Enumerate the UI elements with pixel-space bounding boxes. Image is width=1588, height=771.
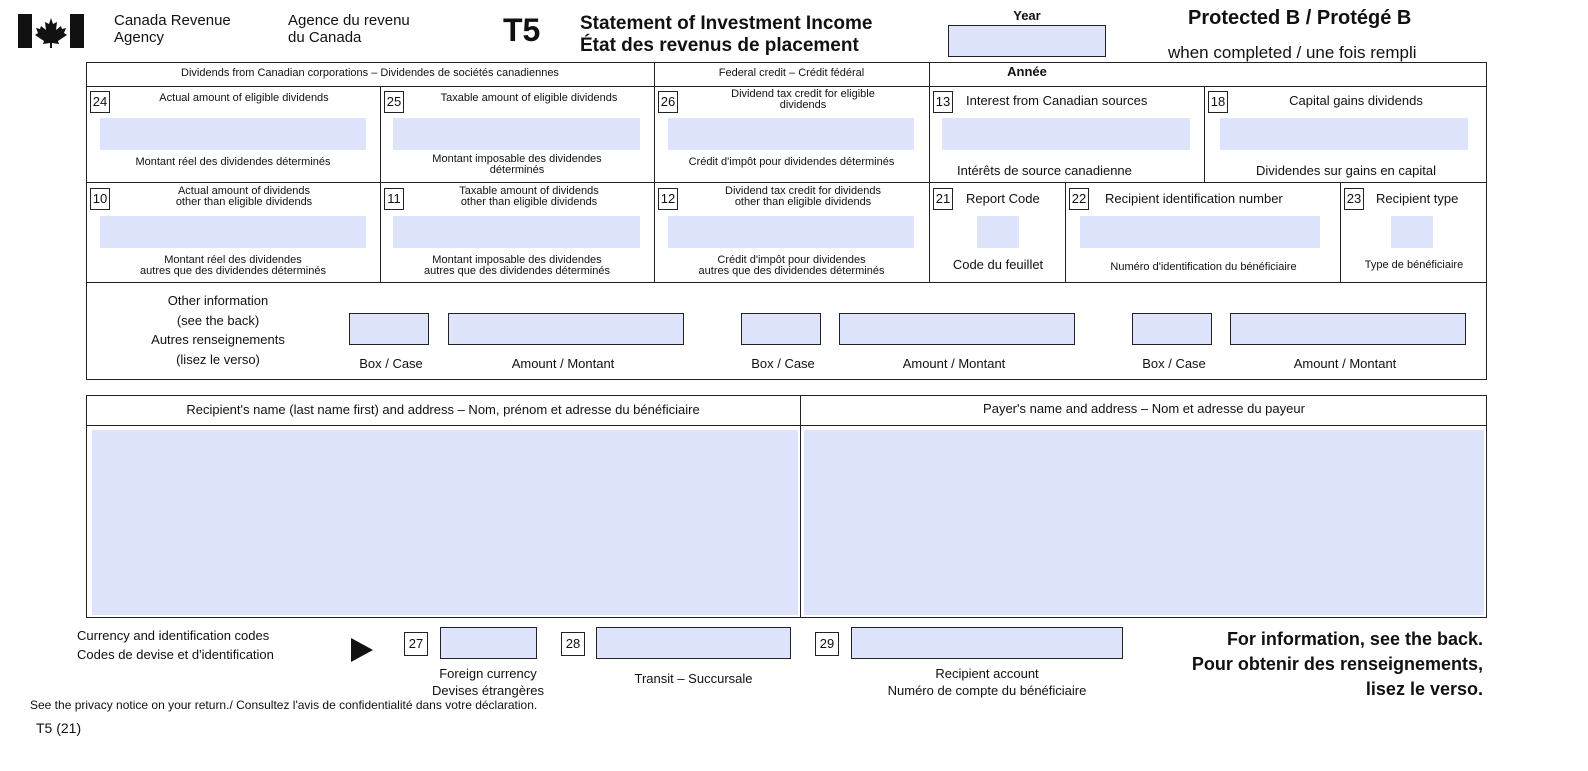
box-23-input[interactable]: [1391, 216, 1433, 248]
box-25-label-en: Taxable amount of eligible dividends: [440, 92, 618, 104]
box-13-input[interactable]: [942, 118, 1190, 150]
box-18-label-fr: Dividendes sur gains en capital: [1256, 163, 1436, 178]
box-10-label-fr-2: autres que des dividendes déterminés: [140, 265, 326, 277]
address-header-line: [86, 425, 1487, 426]
box-12-label-en-1: Dividend tax credit for dividends: [725, 185, 881, 197]
canada-flag-logo: [18, 14, 84, 48]
info-back-line3: lisez le verso.: [1365, 679, 1483, 699]
box-27-number: 27: [404, 632, 428, 656]
box-23-label-fr: Type de bénéficiaire: [1364, 259, 1464, 271]
section-dividends: Dividends from Canadian corporations – Dividendes de sociétés canadiennes: [181, 67, 559, 79]
payer-label: Payer's name and address – Nom et adresse du payeur: [983, 401, 1305, 416]
other-info-box-label-2: Box / Case: [751, 356, 815, 371]
grid-line: [1204, 86, 1205, 182]
box-26-label-en-1: Dividend tax credit for eligible: [731, 88, 875, 100]
other-info-line2: (see the back): [176, 312, 260, 328]
box-18-label-en: Capital gains dividends: [1289, 93, 1423, 108]
box-29-number: 29: [815, 632, 839, 656]
box-10-number: 10: [90, 188, 110, 210]
box-24-label-en: Actual amount of eligible dividends: [159, 92, 329, 104]
form-code: T5: [503, 12, 541, 48]
box-13-label-en: Interest from Canadian sources: [966, 93, 1148, 108]
other-info-amount-3[interactable]: [1230, 313, 1466, 345]
box-11-label-fr-2: autres que des dividendes déterminés: [424, 265, 610, 277]
box-12-label-en: [680, 186, 926, 208]
agency-fr-line1: Agence du revenu: [288, 12, 410, 29]
box-13-label-fr: Intérêts de source canadienne: [957, 163, 1132, 178]
box-26-label-en: [680, 89, 926, 111]
title-fr: État des revenus de placement: [580, 35, 859, 56]
box-12-input[interactable]: [668, 216, 914, 248]
box-10-label-en-2: other than eligible dividends: [175, 196, 313, 208]
box-26-input[interactable]: [668, 118, 914, 150]
box-12-label-fr-2: autres que des dividendes déterminés: [698, 265, 885, 277]
box-25-label-fr-1: Montant imposable des dividendes: [432, 153, 602, 165]
agency-name-fr: [288, 12, 410, 46]
other-info-amount-label-2: Amount / Montant: [902, 356, 1006, 371]
box-24-number: 24: [90, 91, 110, 113]
box-25-label-fr-2: déterminés: [489, 164, 545, 176]
form-id: T5 (21): [36, 720, 82, 736]
box-22-number: 22: [1069, 188, 1089, 210]
other-info-line3: Autres renseignements: [151, 332, 285, 347]
box-21-label-en: Report Code: [966, 191, 1040, 206]
recipient-address-input[interactable]: [92, 430, 798, 615]
box-12-number: 12: [658, 188, 678, 210]
box-11-input[interactable]: [393, 216, 640, 248]
box-26-label-fr: Crédit d'impôt pour dividendes déterminés: [688, 156, 895, 168]
other-info-box-label-3: Box / Case: [1142, 356, 1206, 371]
box-27-input[interactable]: [440, 627, 537, 659]
other-info-line1: Other information: [167, 293, 269, 308]
currency-label-1: Currency and identification codes: [77, 628, 270, 643]
grid-line: [654, 62, 655, 282]
box-10-input[interactable]: [100, 216, 366, 248]
year-label-fr: Année: [1007, 64, 1047, 79]
arrow-right-icon: [349, 637, 375, 668]
other-info-amount-label-1: Amount / Montant: [511, 356, 615, 371]
box-27-label-1: Foreign currency: [439, 666, 537, 681]
agency-en-line2: Agency: [114, 29, 165, 46]
box-27-label-2: Devises étrangères: [432, 683, 544, 698]
box-10-label-en: [112, 186, 376, 208]
form-title: [580, 13, 872, 57]
box-23-label-en: Recipient type: [1376, 191, 1459, 206]
protected-label: Protected B / Protégé B: [1188, 7, 1412, 29]
grid-line: [86, 182, 1487, 183]
box-21-label-fr: Code du feuillet: [952, 257, 1044, 272]
box-12-label-fr: [654, 255, 929, 277]
box-26-label-en-2: dividends: [779, 99, 827, 111]
box-18-number: 18: [1208, 91, 1228, 113]
box-13-number: 13: [933, 91, 953, 113]
year-label: Year: [1013, 8, 1041, 23]
box-11-label-en-1: Taxable amount of dividends: [459, 185, 599, 197]
box-29-label: [851, 665, 1123, 699]
box-21-input[interactable]: [977, 216, 1019, 248]
grid-line: [929, 62, 930, 282]
section-federal: Federal credit – Crédit fédéral: [718, 67, 865, 79]
recipient-label: Recipient's name (last name first) and address – Nom, prénom et adresse du bénéficiaire: [186, 402, 700, 417]
box-24-label-fr: Montant réel des dividendes déterminés: [135, 156, 331, 168]
other-info-label: [110, 291, 326, 369]
other-info-amount-label-3: Amount / Montant: [1293, 356, 1397, 371]
box-24-input[interactable]: [100, 118, 366, 150]
year-input[interactable]: [948, 25, 1106, 57]
currency-label-2: Codes de devise et d'identification: [77, 647, 274, 662]
payer-address-input[interactable]: [804, 430, 1484, 615]
other-info-line4: (lisez le verso): [176, 351, 260, 367]
other-info-amount-2[interactable]: [839, 313, 1075, 345]
box-11-label-fr: [380, 255, 654, 277]
box-29-label-1: Recipient account: [935, 666, 1039, 681]
box-26-number: 26: [658, 91, 678, 113]
info-back-line2: Pour obtenir des renseignements,: [1191, 654, 1483, 674]
box-29-label-2: Numéro de compte du bénéficiaire: [887, 683, 1087, 698]
other-info-box-label-1: Box / Case: [359, 356, 423, 371]
box-21-number: 21: [933, 188, 953, 210]
box-10-label-fr: [86, 255, 380, 277]
other-info-box-3[interactable]: [1132, 313, 1212, 345]
agency-fr-line2: du Canada: [288, 29, 362, 46]
grid-line: [1340, 182, 1341, 282]
title-en: Statement of Investment Income: [580, 13, 873, 34]
other-info-amount-1[interactable]: [448, 313, 684, 345]
box-22-label-fr: Numéro d'identification du bénéficiaire: [1110, 261, 1297, 273]
box-11-label-en: [406, 186, 652, 208]
box-11-label-en-2: other than eligible dividends: [460, 196, 598, 208]
box-11-label-fr-1: Montant imposable des dividendes: [432, 254, 602, 266]
box-10-label-en-1: Actual amount of dividends: [177, 185, 311, 197]
box-18-input[interactable]: [1220, 118, 1468, 150]
grid-line: [86, 282, 1487, 283]
box-22-label-en: Recipient identification number: [1105, 191, 1283, 206]
other-info-box-1[interactable]: [349, 313, 429, 345]
currency-label: [77, 626, 274, 664]
box-28-label: Transit – Succursale: [634, 671, 753, 686]
info-back-line1: For information, see the back.: [1226, 629, 1483, 649]
box-12-label-fr-1: Crédit d'impôt pour dividendes: [717, 254, 866, 266]
info-back-note: [1192, 627, 1483, 702]
box-10-label-fr-1: Montant réel des dividendes: [164, 254, 302, 266]
protected-sub: when completed / une fois rempli: [1168, 43, 1417, 62]
privacy-notice: See the privacy notice on your return./ Consultez l'avis de confidentialité dans votre déclaration.: [30, 698, 538, 712]
agency-en-line1: Canada Revenue: [114, 12, 231, 29]
box-28-number: 28: [561, 632, 585, 656]
grid-line: [86, 86, 1487, 87]
box-25-input[interactable]: [393, 118, 640, 150]
grid-line: [1065, 182, 1066, 282]
address-divider: [800, 395, 801, 618]
box-23-number: 23: [1344, 188, 1364, 210]
box-22-input[interactable]: [1080, 216, 1320, 248]
box-29-input[interactable]: [851, 627, 1123, 659]
box-12-label-en-2: other than eligible dividends: [734, 196, 872, 208]
box-11-number: 11: [384, 188, 404, 210]
box-25-number: 25: [384, 91, 404, 113]
box-27-label: [408, 665, 568, 699]
box-25-label-fr: [380, 154, 654, 176]
box-28-input[interactable]: [596, 627, 791, 659]
other-info-box-2[interactable]: [741, 313, 821, 345]
grid-line: [380, 86, 381, 282]
grid-line: [86, 379, 1487, 380]
agency-name-en: [114, 12, 231, 46]
